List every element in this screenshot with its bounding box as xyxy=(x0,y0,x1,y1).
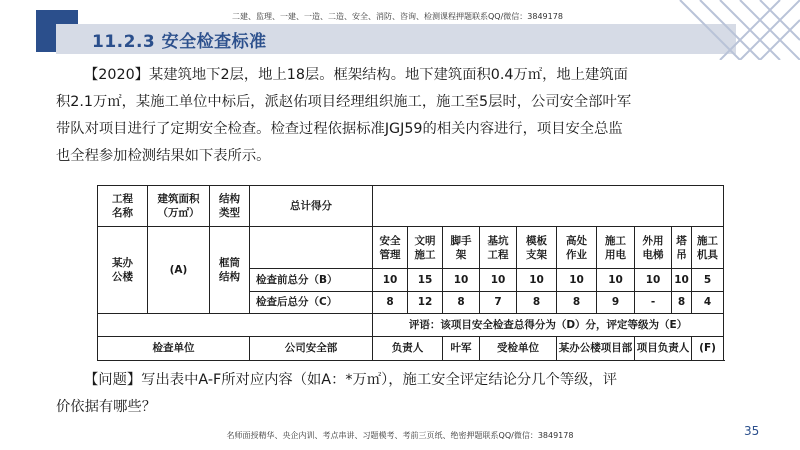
score-before: 10 xyxy=(597,269,635,291)
footer-note: 名师面授精华、央企内训、考点串讲、习题模考、考前三页纸、绝密押题联系QQ/微信：3849178 xyxy=(226,431,574,440)
score-after: 8 xyxy=(557,291,597,313)
inspect-unit-value: 公司安全部 xyxy=(250,336,373,360)
category-cell: 外用 电梯 xyxy=(635,226,672,269)
structure-value: 框筒 结构 xyxy=(210,226,250,313)
score-after: 12 xyxy=(408,291,443,313)
score-before: 15 xyxy=(408,269,443,291)
category-cell: 脚手 架 xyxy=(443,226,480,269)
question-line: 价依据有哪些？ xyxy=(56,399,157,415)
score-after: 8 xyxy=(443,291,480,313)
inspection-table xyxy=(97,185,724,361)
category-cell: 施工 机具 xyxy=(692,226,724,269)
category-cell: 模板 支架 xyxy=(517,226,557,269)
eval-blank xyxy=(98,314,373,336)
category-cell: 文明 施工 xyxy=(408,226,443,269)
score-before: 10 xyxy=(557,269,597,291)
corner-decoration xyxy=(640,0,800,60)
score-after: 7 xyxy=(480,291,517,313)
question-line: 【问题】写出表中A-F所对应内容（如A：*万㎡），施工安全评定结论分几个等级，评 xyxy=(84,372,618,388)
area-value: (A) xyxy=(148,226,210,313)
header-total: 总计得分 xyxy=(250,186,373,227)
leader-label: 负责人 xyxy=(373,336,443,360)
category-cell: 安全 管理 xyxy=(373,226,408,269)
pm-label: 项目负责人 xyxy=(635,336,692,360)
score-before: 10 xyxy=(672,269,692,291)
section-title: 11.2.3 安全检查标准 xyxy=(92,32,267,52)
case-text xyxy=(56,62,756,170)
leader-value: 叶军 xyxy=(443,336,480,360)
header-area: 建筑面积 （万㎡） xyxy=(148,186,210,227)
score-after: 8 xyxy=(672,291,692,313)
score-after: 8 xyxy=(517,291,557,313)
row-before-label: 检查前总分（B） xyxy=(250,269,373,291)
category-cell: 施工 用电 xyxy=(597,226,635,269)
pm-value: (F) xyxy=(692,336,724,360)
score-after: - xyxy=(635,291,672,313)
header-project: 工程 名称 xyxy=(98,186,148,227)
score-before: 10 xyxy=(517,269,557,291)
evaluation-text: 评语：该项目安全检查总得分为（D）分，评定等级为（E） xyxy=(373,314,724,336)
inspect-unit-label: 检查单位 xyxy=(98,336,250,360)
inspected-unit-value: 某办公楼项目部 xyxy=(557,336,635,360)
header-blank xyxy=(373,186,724,227)
header-note: 二建、监理、一建、一造、二造、安全、消防、咨询、检测课程押题联系QQ/微信：3849178 xyxy=(232,12,563,21)
score-before: 5 xyxy=(692,269,724,291)
case-line: 积2.1万㎡，某施工单位中标后，派赵佑项目经理组织施工，施工至5层时，公司安全部叶军 xyxy=(56,94,632,110)
case-line: 【2020】某建筑地下2层，地上18层。框架结构。地下建筑面积0.4万㎡，地上建筑面 xyxy=(84,67,628,83)
score-after: 9 xyxy=(597,291,635,313)
question-text xyxy=(56,367,756,421)
category-cell: 塔 吊 xyxy=(672,226,692,269)
score-before: 10 xyxy=(480,269,517,291)
score-before: 10 xyxy=(373,269,408,291)
score-after: 8 xyxy=(373,291,408,313)
case-line: 带队对项目进行了定期安全检查。检查过程依据标准JGJ59的相关内容进行，项目安全总监 xyxy=(56,121,623,137)
header-structure: 结构 类型 xyxy=(210,186,250,227)
project-name: 某办 公楼 xyxy=(98,226,148,313)
page-number: 35 xyxy=(744,424,760,438)
category-cell: 高处 作业 xyxy=(557,226,597,269)
score-after: 4 xyxy=(692,291,724,313)
score-before: 10 xyxy=(443,269,480,291)
category-blank xyxy=(250,226,373,269)
category-cell: 基坑 工程 xyxy=(480,226,517,269)
row-after-label: 检查后总分（C） xyxy=(250,291,373,313)
score-before: 10 xyxy=(635,269,672,291)
inspected-unit-label: 受检单位 xyxy=(480,336,557,360)
case-line: 也全程参加检测结果如下表所示。 xyxy=(56,148,271,164)
